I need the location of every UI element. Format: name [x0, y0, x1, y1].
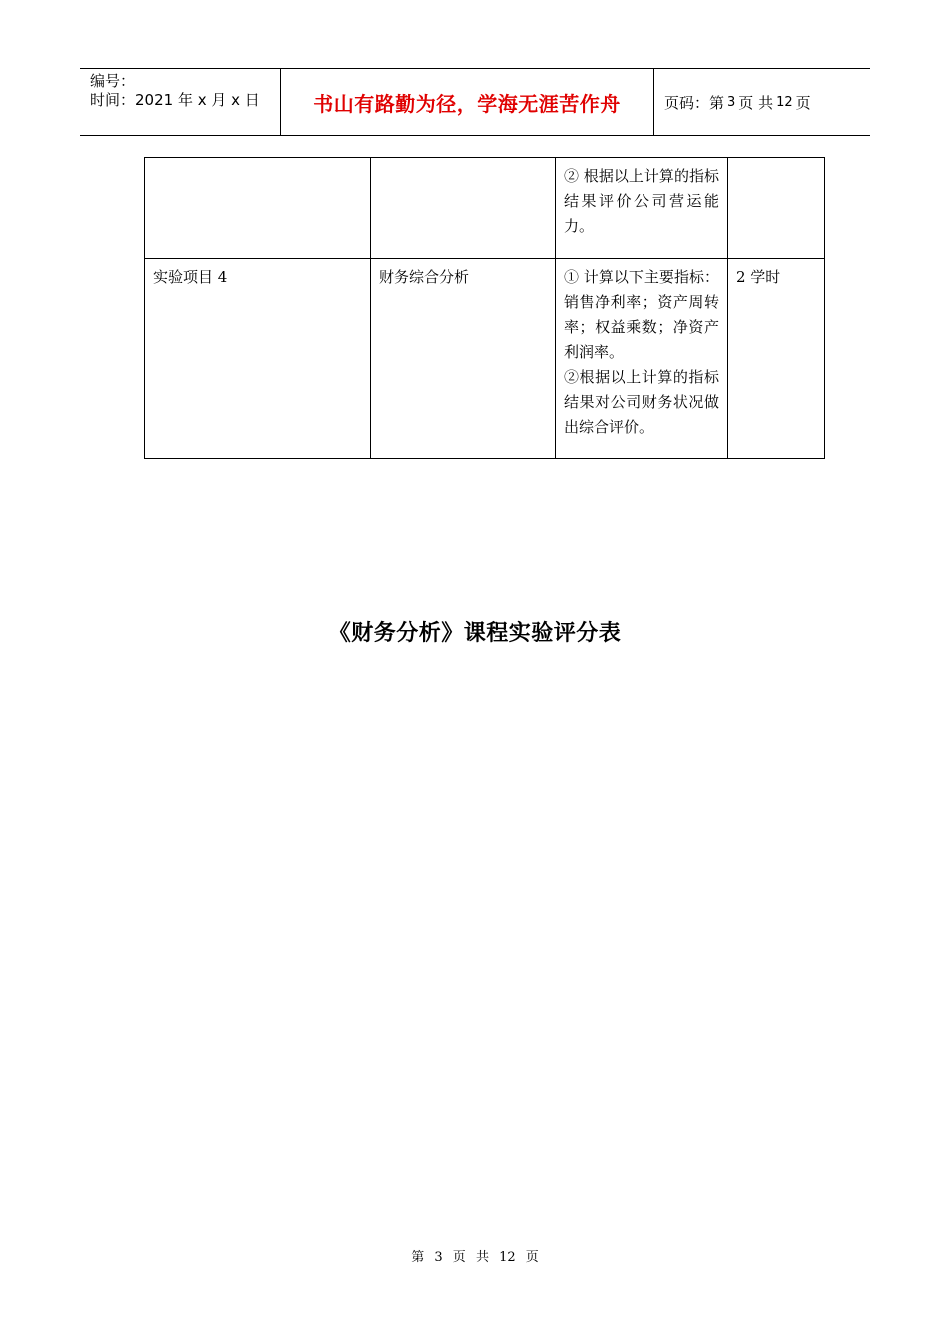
section-title: 《财务分析》课程实验评分表 [328, 621, 622, 646]
header-page-info [654, 69, 870, 135]
table-cell-content [556, 259, 728, 459]
document-date: 时间：2021 年 x 月 x 日 [90, 91, 260, 109]
header-page-current: 3 [727, 94, 736, 110]
document-number-label: 编号： [90, 72, 136, 90]
footer-page-total: 12 [499, 1250, 516, 1265]
page-footer [0, 1246, 950, 1265]
table-cell-hours [728, 158, 825, 259]
header-motto: 书山有路勤为径，学海无涯苦作舟 [281, 69, 654, 135]
content-item-1: ① 计算以下主要指标：销售净利率；资产周转率；权益乘数；净资产利润率。 [564, 268, 719, 361]
header-page-total: 12 [776, 94, 793, 110]
table-cell-name: 财务综合分析 [371, 259, 556, 459]
header-meta [80, 69, 281, 135]
footer-mid2: 共 [475, 1250, 489, 1265]
table-cell-content: ② 根据以上计算的指标结果评价公司营运能力。 [556, 158, 728, 259]
table-cell-project [145, 158, 371, 259]
header-page-suffix: 页 [795, 93, 811, 112]
table-row [145, 158, 825, 259]
footer-page-current: 3 [434, 1250, 443, 1265]
experiment-table [144, 157, 825, 459]
content-item-2: ②根据以上计算的指标结果对公司财务状况做出综合评价。 [564, 368, 719, 436]
table-cell-name [371, 158, 556, 259]
table-row [145, 259, 825, 459]
page-header [80, 68, 870, 136]
header-page-prefix: 页码：第 [664, 93, 725, 112]
footer-prefix: 第 [411, 1250, 425, 1265]
footer-mid1: 页 [452, 1250, 466, 1265]
header-page-mid: 页 共 [738, 93, 774, 112]
footer-suffix: 页 [525, 1250, 539, 1265]
table-cell-project: 实验项目 4 [145, 259, 371, 459]
table-cell-hours: 2 学时 [728, 259, 825, 459]
